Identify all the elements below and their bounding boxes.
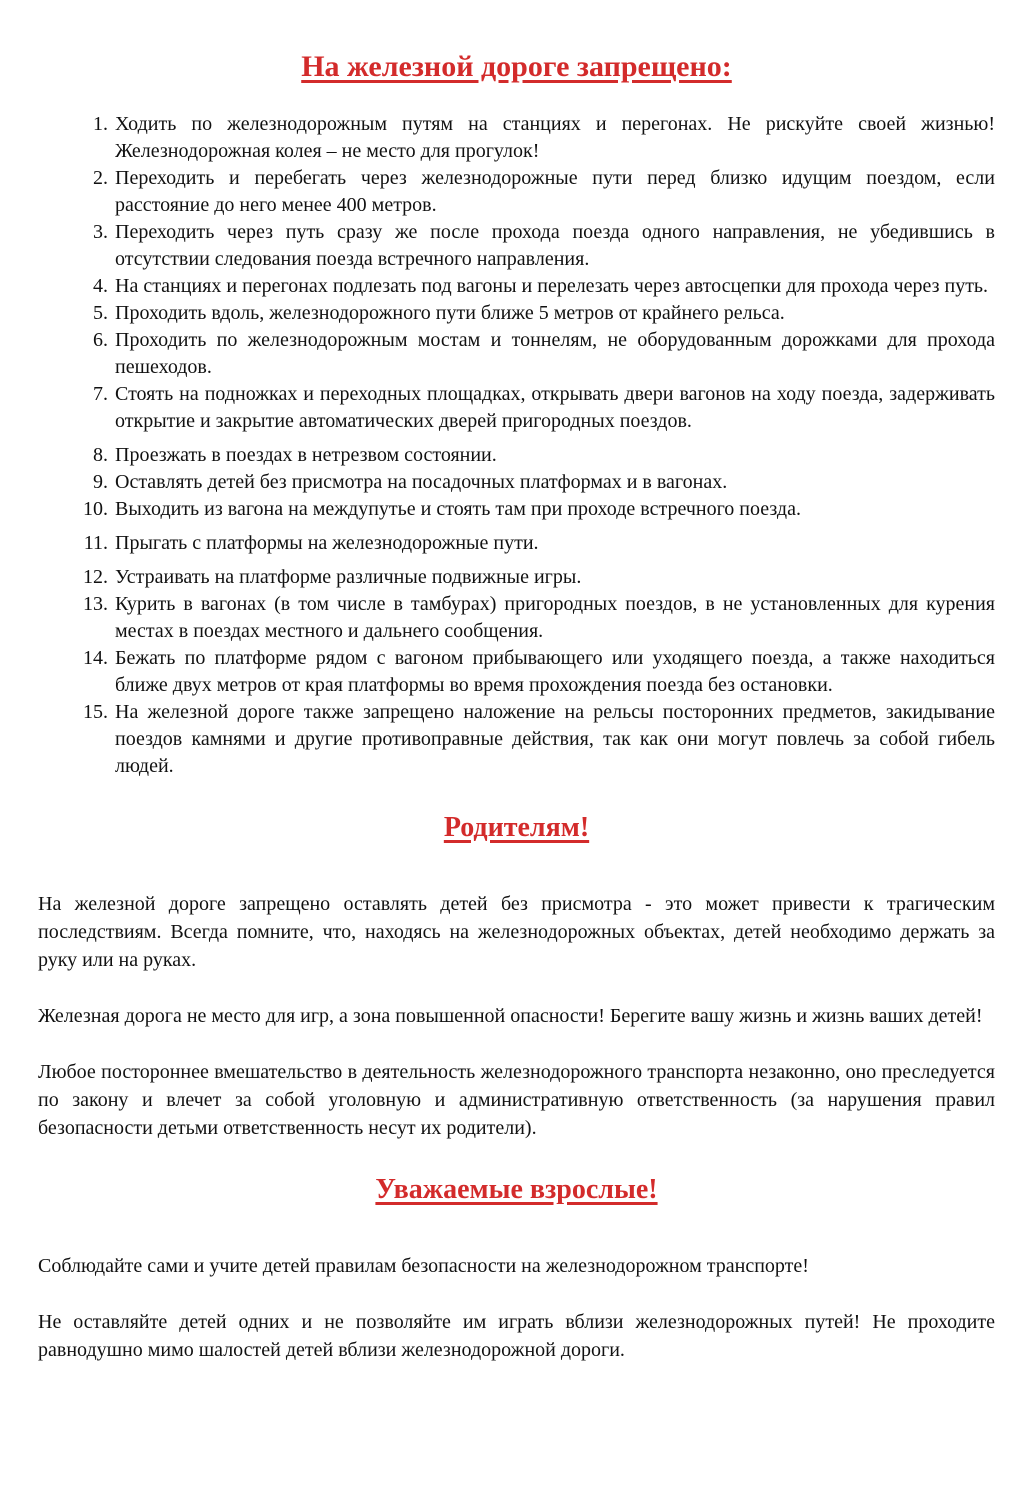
rule-item: 12. Устраивать на платформе различные подвижные игры. [113, 564, 995, 591]
paragraph: Соблюдайте сами и учите детей правилам безопасности на железнодорожном транспорте! [38, 1255, 809, 1277]
rule-item: 6. Проходить по железнодорожным мостам и тоннелям, не оборудованным дорожками для прохода пешеходов. [113, 327, 995, 381]
paragraph: Не оставляйте детей одних и не позволяйте им играть вблизи железнодорожных путей! Не проходите равнодушно мимо шалостей детей вблизи железнодорожной дороги. [38, 1311, 995, 1361]
rule-item: 8. Проезжать в поездах в нетрезвом состоянии. [113, 442, 995, 469]
rule-item: 10. Выходить из вагона на междупутье и стоять там при проходе встречного поезда. [113, 496, 995, 523]
rule-item: 2. Переходить и перебегать через железнодорожные пути перед близко идущим поездом, если расстояние до него менее 400 метров. [113, 165, 995, 219]
paragraph: Железная дорога не место для игр, а зона повышенной опасности! Берегите вашу жизнь и жизнь ваших детей! [38, 1005, 983, 1027]
rule-item: 13. Курить в вагонах (в том числе в тамбурах) пригородных поездов, в не установленных для курения местах в поездах местного и дальнего сообщения. [113, 591, 995, 645]
rule-item: 15. На железной дороге также запрещено наложение на рельсы посторонних предметов, закидывание поездов камнями и другие противоправные действия, так как они могут повлечь за собой гибель людей. [113, 699, 995, 780]
section-heading-parents: Родителям! [443, 812, 590, 843]
rule-item: 4. На станциях и перегонах подлезать под вагоны и перелезать через автосцепки для прохода через путь. [113, 273, 995, 300]
rule-item: 9. Оставлять детей без присмотра на посадочных платформах и в вагонах. [113, 469, 995, 496]
rule-item: 1. Ходить по железнодорожным путям на станциях и перегонах. Не рискуйте своей жизнью! Железнодорожная колея – не место для прогулок! [113, 111, 995, 165]
paragraph: Любое постороннее вмешательство в деятельность железнодорожного транспорта незаконно, оно преследуется по закону и влечет за собой уголовную и административную ответственность (за нарушения правил безопасности детьми ответственность несут их родители). [38, 1061, 995, 1139]
page-title: На железной дороге запрещено: [301, 50, 732, 83]
paragraph: На железной дороге запрещено оставлять детей без присмотра - это может привести к трагическим последствиям. Всегда помните, что, находясь на железнодорожных объектах, детей необходимо держать за руку или на руках. [38, 893, 995, 971]
rule-item: 11. Прыгать с платформы на железнодорожные пути. [113, 530, 995, 557]
rule-item: 14. Бежать по платформе рядом с вагоном прибывающего или уходящего поезда, а также находиться ближе двух метров от края платформы во время прохождения поезда без остановки. [113, 645, 995, 699]
rule-item: 5. Проходить вдоль, железнодорожного пути ближе 5 метров от крайнего рельса. [113, 300, 995, 327]
section-heading-adults: Уважаемые взрослые! [375, 1174, 658, 1205]
rule-item: 7. Стоять на подножках и переходных площадках, открывать двери вагонов на ходу поезда, задерживать открытие и закрытие автоматических дверей пригородных поездов. [113, 381, 995, 435]
rule-item: 3. Переходить через путь сразу же после прохода поезда одного направления, не убедившись в отсутствии следования поезда встречного направления. [113, 219, 995, 273]
prohibited-rules-list [38, 111, 995, 780]
